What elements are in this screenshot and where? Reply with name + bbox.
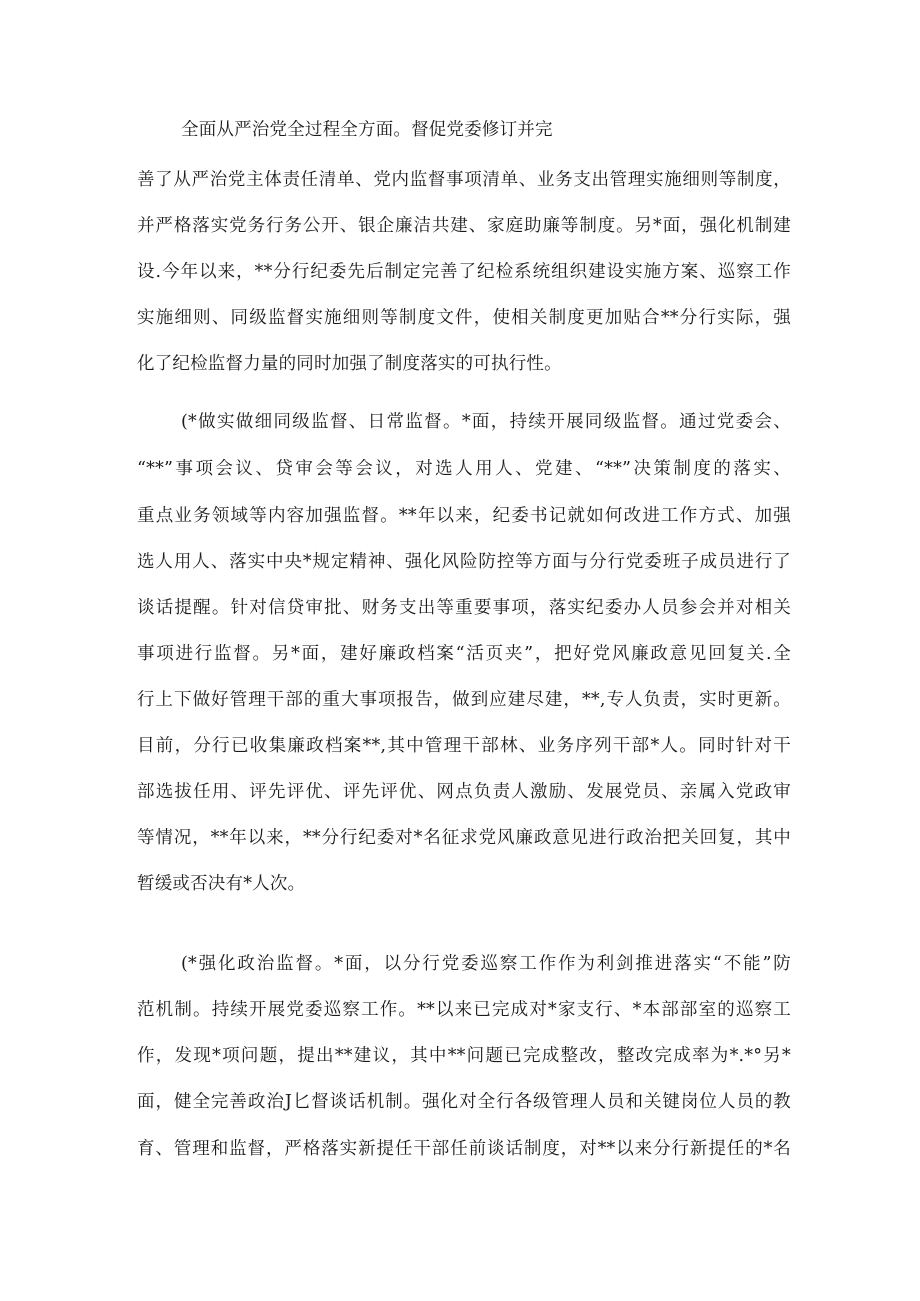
- text-line: 善了从严治党主体责任清单、党内监督事项清单、业务支出管理实施细则等制度，: [137, 170, 791, 190]
- text-line: 选人用人、落实中央*规定精神、强化风险防控等方面与分行党委班子成员进行了: [137, 552, 791, 572]
- text-line: 全面从严治党全过程全方面。督促党委修订并完: [181, 120, 553, 140]
- text-line: 谈话提醒。针对信贷审批、财务支出等重要事项，落实纪委办人员参会并对相关: [137, 598, 791, 618]
- text-line: 暂缓或否决有*人次。: [137, 874, 306, 894]
- text-line: 设.今年以来，**分行纪委先后制定完善了纪检系统组织建设实施方案、巡察工作: [137, 262, 791, 282]
- text-line: 目前，分行已收集廉政档案**,其中管理干部林、业务序列干部*人。同时针对干: [137, 736, 791, 756]
- text-line: 实施细则、同级监督实施细则等制度文件，使相关制度更加贴合**分行实际，强: [137, 308, 791, 328]
- text-line: 重点业务领域等内容加强监督。**年以来，纪委书记就如何改进工作方式、加强: [137, 506, 791, 526]
- text-line: 育、管理和监督，严格落实新提任干部任前谈话制度，对**以来分行新提任的*名: [137, 1139, 791, 1159]
- text-line: 面，健全完善政治J匕督谈话机制。强化对全行各级管理人员和关键岗位人员的教: [137, 1092, 791, 1112]
- text-line: 作，发现*项问题，提出**建议，其中**问题已完成整改，整改完成率为*.*°另*: [137, 1046, 791, 1066]
- text-line: 等情况，**年以来，**分行纪委对*名征求党风廉政意见进行政治把关回复，其中: [137, 828, 791, 848]
- text-line: 化了纪检监督力量的同时加强了制度落实的可执行性。: [137, 354, 562, 374]
- text-line: (*做实做细同级监督、日常监督。*面，持续开展同级监督。通过党委会、: [181, 412, 791, 432]
- text-line: 行上下做好管理干部的重大事项报告，做到应建尽建，**,专人负责，实时更新。: [137, 690, 791, 710]
- text-line: 并严格落实党务行务公开、银企廉洁共建、家庭助廉等制度。另*面，强化机制建: [137, 216, 791, 236]
- text-line: 范机制。持续开展党委巡察工作。**以来已完成对*家支行、*本部部室的巡察工: [137, 1000, 791, 1020]
- text-line: “**”事项会议、贷审会等会议，对选人用人、党建、“**”决策制度的落实、: [137, 459, 791, 479]
- text-line: 部选拔任用、评先评优、评先评优、网点负责人激励、发展党员、亲属入党政审: [137, 782, 791, 802]
- text-line: (*强化政治监督。*面，以分行党委巡察工作作为利剑推进落实“不能”防: [181, 954, 791, 974]
- text-line: 事项进行监督。另*面，建好廉政档案“活页夹”，把好党风廉政意见回复关.全: [137, 644, 791, 664]
